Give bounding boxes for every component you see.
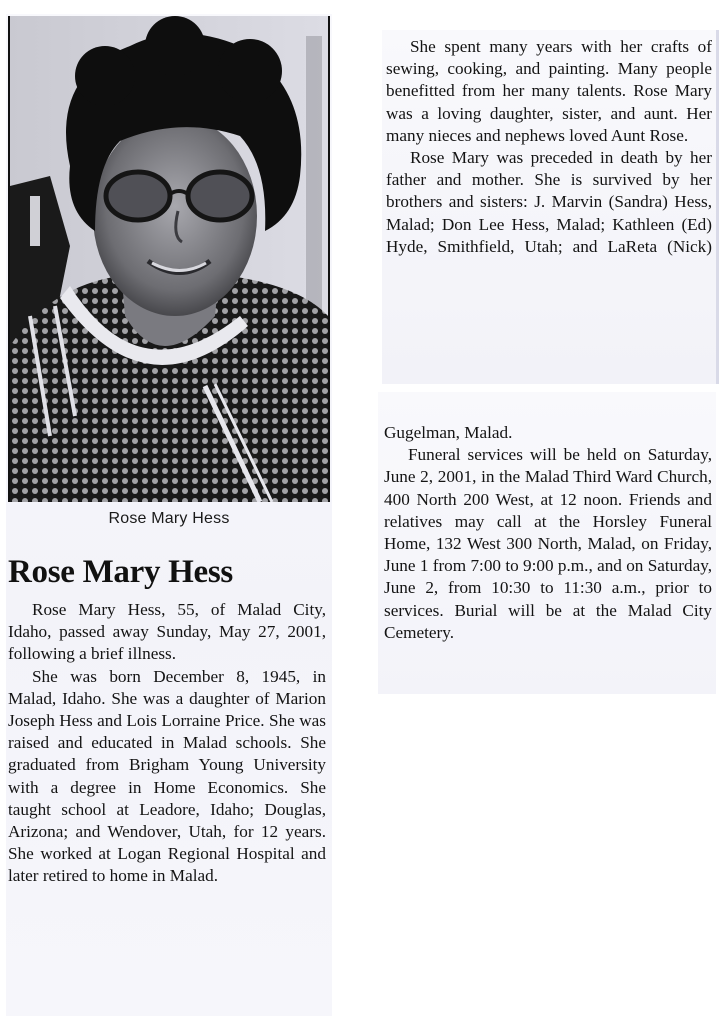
portrait-photo-icon — [8, 16, 330, 502]
obituary-headline: Rose Mary Hess — [8, 554, 233, 590]
obituary-body-right-top — [386, 36, 712, 258]
obituary-clipping-right-top — [382, 30, 719, 384]
portrait-illustration — [10, 16, 328, 502]
obituary-clipping-right-bottom — [378, 392, 716, 694]
obituary-body-right-bottom — [384, 422, 712, 644]
photo-caption: Rose Mary Hess — [108, 510, 230, 527]
paragraph-death-notice: Rose Mary Hess, 55, of Malad City, Idaho, passed away Sunday, May 27, 2001, following a brief illness. — [8, 600, 326, 664]
paragraph-services: Funeral services will be held on Saturday, June 2, 2001, in the Malad Third Ward Church, 400 North 200 West, at 12 noon. Friends and relatives may call at the Horsley Funeral Home, 132 West 300 North, Malad, on Friday, June 1 from 7:00 to 9:00 p.m., and on Saturday, June 2, from 10:30 to 11:30 a.m., prior to services. Burial will be at the Malad City Cemetery. — [384, 445, 712, 642]
obituary-clipping-left — [6, 14, 332, 1016]
paragraph-survivors: Rose Mary was preceded in death by her father and mother. She is survived by her brothers and sisters: J. Marvin (Sandra) Hess, Malad; Don Lee Hess, Malad; Kathleen (Ed) Hyde, Smithfield, Utah; and LaReta (Nick) — [386, 148, 712, 256]
paragraph-hobbies: She spent many years with her crafts of sewing, cooking, and painting. Many people benefitted from her many talents. Rose Mary was a loving daughter, sister, and aunt. Her many nieces and nephews loved Aunt Rose. — [386, 37, 712, 145]
paragraph-biography: She was born December 8, 1945, in Malad, Idaho. She was a daughter of Marion Joseph Hess and Lois Lorraine Price. She was raised and educated in Malad schools. She graduated from Brigham Young University with a degree in Home Economics. She taught school at Leadore, Idaho; Douglas, Arizona; and Wendover, Utah, for 12 years. She worked at Logan Regional Hospital and later retired to home in Malad. — [8, 666, 326, 886]
obituary-body-left — [8, 599, 326, 888]
paragraph-survivors-continued: Gugelman, Malad. — [384, 423, 513, 442]
